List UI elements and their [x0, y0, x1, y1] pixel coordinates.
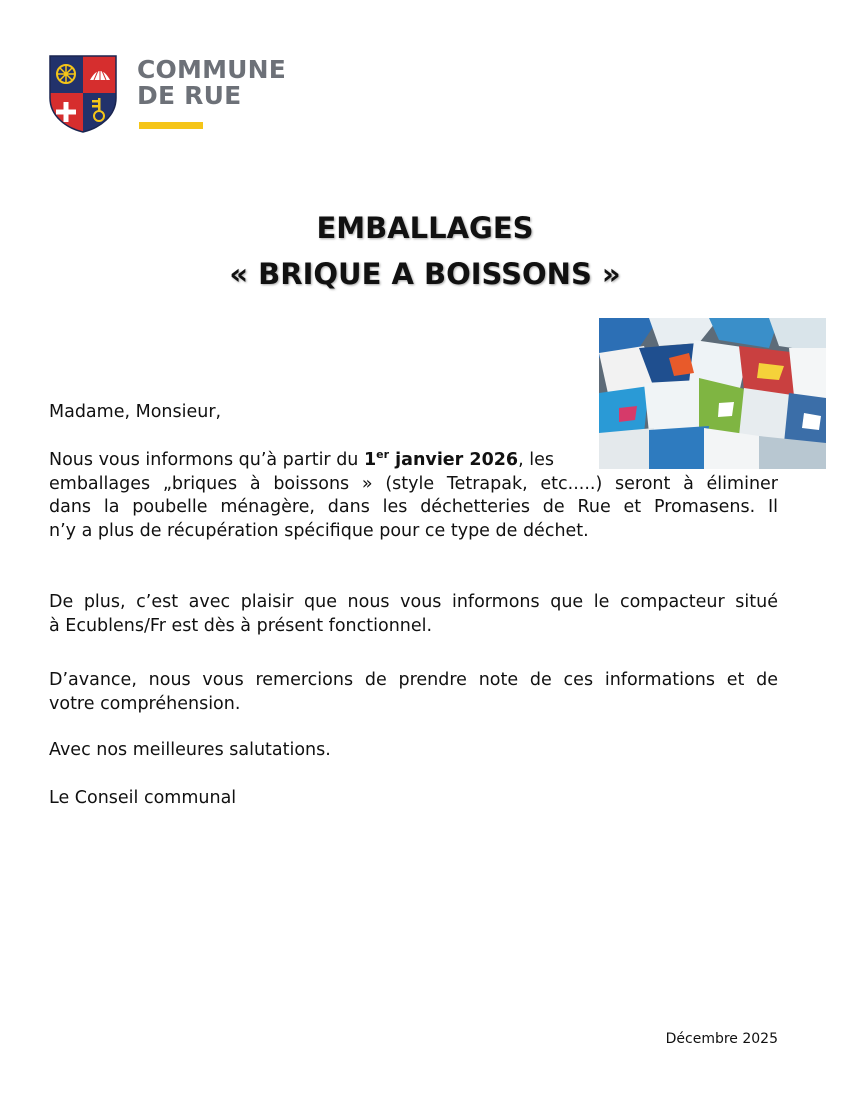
- main-date-rest: janvier 2026: [389, 450, 519, 470]
- document-date: Décembre 2025: [665, 1031, 778, 1047]
- main-line-3: dans la poubelle ménagère, dans les déchetteries de Rue et Promasens. Il: [49, 497, 778, 517]
- plus-line-1: De plus, c’est avec plaisir que nous vous informons que le compacteur situé: [49, 592, 778, 612]
- main-date: [364, 450, 518, 470]
- avance-line-2: votre compréhension.: [49, 693, 241, 714]
- brand-line-1: COMMUNE: [137, 55, 287, 84]
- main-line-2: emballages „briques à boissons » (style Tetrapak, etc.....) seront à éliminer: [49, 473, 778, 494]
- main-paragraph: [49, 449, 778, 543]
- brand-accent-bar: [139, 122, 203, 129]
- main-text-pre: Nous vous informons qu’à partir du: [49, 450, 364, 470]
- greeting-text: Madame, Monsieur,: [49, 402, 222, 422]
- greeting: [49, 401, 221, 425]
- brand-line-2: DE RUE: [137, 81, 242, 110]
- title-line-2: « BRIQUE A BOISSONS »: [229, 257, 621, 291]
- main-text-post: , les: [518, 450, 554, 470]
- signature: [49, 787, 236, 811]
- title-line-1: EMBALLAGES: [316, 211, 534, 245]
- salutation: [49, 739, 331, 763]
- main-date-sup: er: [376, 448, 390, 462]
- plus-paragraph: [49, 591, 778, 638]
- main-line-4: n’y a plus de récupération spécifique pour ce type de déchet.: [49, 520, 589, 541]
- commune-brand: [137, 57, 286, 109]
- signature-text: Le Conseil communal: [49, 788, 237, 808]
- avance-paragraph: [49, 669, 778, 716]
- crushed-beverage-cartons-photo: [599, 318, 826, 469]
- main-line-1: [49, 449, 778, 473]
- main-date-day: 1: [363, 450, 377, 470]
- plus-line-2: à Ecublens/Fr est dès à présent fonctionnel.: [49, 615, 433, 636]
- coat-of-arms-icon: [48, 52, 118, 134]
- document-title: [0, 205, 850, 297]
- salutation-text: Avec nos meilleures salutations.: [49, 740, 331, 760]
- avance-line-1: D’avance, nous vous remercions de prendre note de ces informations et de: [49, 670, 778, 690]
